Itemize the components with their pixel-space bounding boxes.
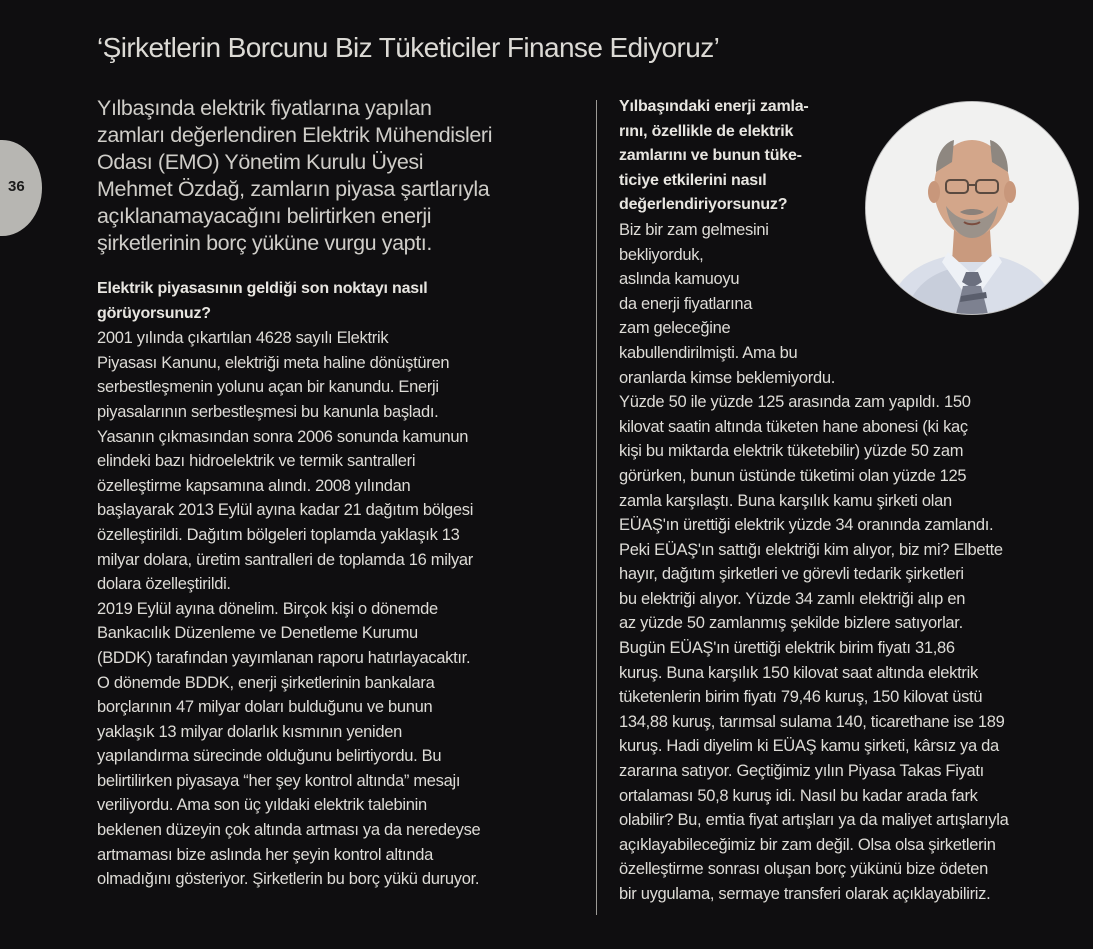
- answer-1-paragraph-2: 2019 Eylül ayına dönelim. Birçok kişi o dönemde Bankacılık Düzenleme ve Denetleme Kurumu (BDDK) tarafından yayımlanan raporu hatırlayacaktır. O dönemde BDDK, enerji şirketlerinin bankalara borçlarının 47 milyar doları bulduğunu ve bunun yaklaşık 13 milyar dolarlık kısmının yeniden yapılandırma sürecinde olduğunu belirtiyordu. Bu belirtilirken piyasaya “her şey kontrol altında” mesajı veriliyordu. Ama son üç yıldaki elektrik talebinin beklenen düzeyin çok altında artması ya da neredeyse artmaması bize aslında her şeyin kontrol altında olmadığını gösteriyor. Şirketlerin bu borç yükü duruyor.: [97, 599, 481, 889]
- portrait-illustration: [866, 102, 1078, 314]
- column-divider: [596, 100, 597, 915]
- question-1: Elektrik piyasasının geldiği son noktayı nasıl görüyorsunuz?: [97, 280, 428, 322]
- question-2: Yılbaşındaki enerji zamla- rını, özellikle de elektrik zamlarını ve bunun tüke- ticiye etkilerini nasıl değerlendiriyorsunuz?: [619, 98, 809, 214]
- left-column: [97, 95, 585, 892]
- article-headline: ‘Şirketlerin Borcunu Biz Tüketiciler Finanse Ediyoruz’: [97, 32, 720, 63]
- article-lead: Yılbaşında elektrik fiyatlarına yapılan zamları değerlendiren Elektrik Mühendisleri Odası (EMO) Yönetim Kurulu Üyesi Mehmet Özdağ, zamların piyasa şartlarıyla açıklanamayacağını belirtirken enerji şirketlerinin borç yüküne vurgu yaptı.: [97, 96, 493, 255]
- interviewee-portrait: [866, 102, 1078, 314]
- answer-1-paragraph-1: 2001 yılında çıkartılan 4628 sayılı Elektrik Piyasası Kanunu, elektriği meta haline dönüştüren serbestleşmenin yolunu açan bir kanundu. Enerji piyasalarının serbestleşmesi bu kanunla başladı. Yasanın çıkmasından sonra 2006 sonunda kamunun elindeki bazı hidroelektrik ve termik santralleri özelleştirme kapsamına alındı. 2008 yılından başlayarak 2013 Eylül ayına kadar 21 dağıtım bölgesi özelleştirildi. Dağıtım bölgeleri toplamda yaklaşık 13 milyar dolara, üretim santralleri de toplamda 16 milyar dolara özelleştirildi.: [97, 329, 474, 594]
- page-number: 36: [8, 178, 25, 195]
- answer-2: Biz bir zam gelmesini bekliyorduk, aslında kamuoyu da enerji fiyatlarına zam geleceğine kabullendirilmişti. Ama bu oranlarda kimse beklemiyordu. Yüzde 50 ile yüzde 125 arasında zam yapıldı. 150 kilovat saatin altında tüketen hane abonesi (ki kaç kişi bu miktarda elektrik tüketebilir) yüzde 50 zam görürken, bunun üstünde tüketimi olan yüzde 125 zamla karşılaştı. Buna karşılık kamu şirketi olan EÜAŞ'ın ürettiği elektrik yüzde 34 oranında zamlandı. Peki EÜAŞ'ın sattığı elektriği kim alıyor, biz mi? Elbette hayır, dağıtım şirketleri ve görevli tedarik şirketleri bu elektriği alıyor. Yüzde 34 zamlı elektriği alıp en az yüzde 50 zamlanmış şekilde bizlere satıyorlar. Bugün EÜAŞ'ın ürettiği elektrik birim fiyatı 31,86 kuruş. Buna karşılık 150 kilovat saat altında elektrik tüketenlerin birim fiyatı 79,46 kuruş, 150 kilovat üstü 134,88 kuruş, tarımsal sulama 140, ticarethane ise 189 kuruş. Hadi diyelim ki EÜAŞ kamu şirketi, kârsız ya da zararına satıyor. Geçtiğimiz yılın Piyasa Takas Fiyatı ortalaması 50,8 kuruş idi. Nasıl bu kadar arada fark olabilir? Bu, emtia fiyat artışları ya da maliyet artışlarıyla açıklayabileceğimiz bir zam değil. Olsa olsa şirketlerin özelleştirme sonrası oluşan borç yükünü bize ödeten bir uygulama, sermaye transferi olarak açıklayabiliriz.: [619, 220, 1009, 903]
